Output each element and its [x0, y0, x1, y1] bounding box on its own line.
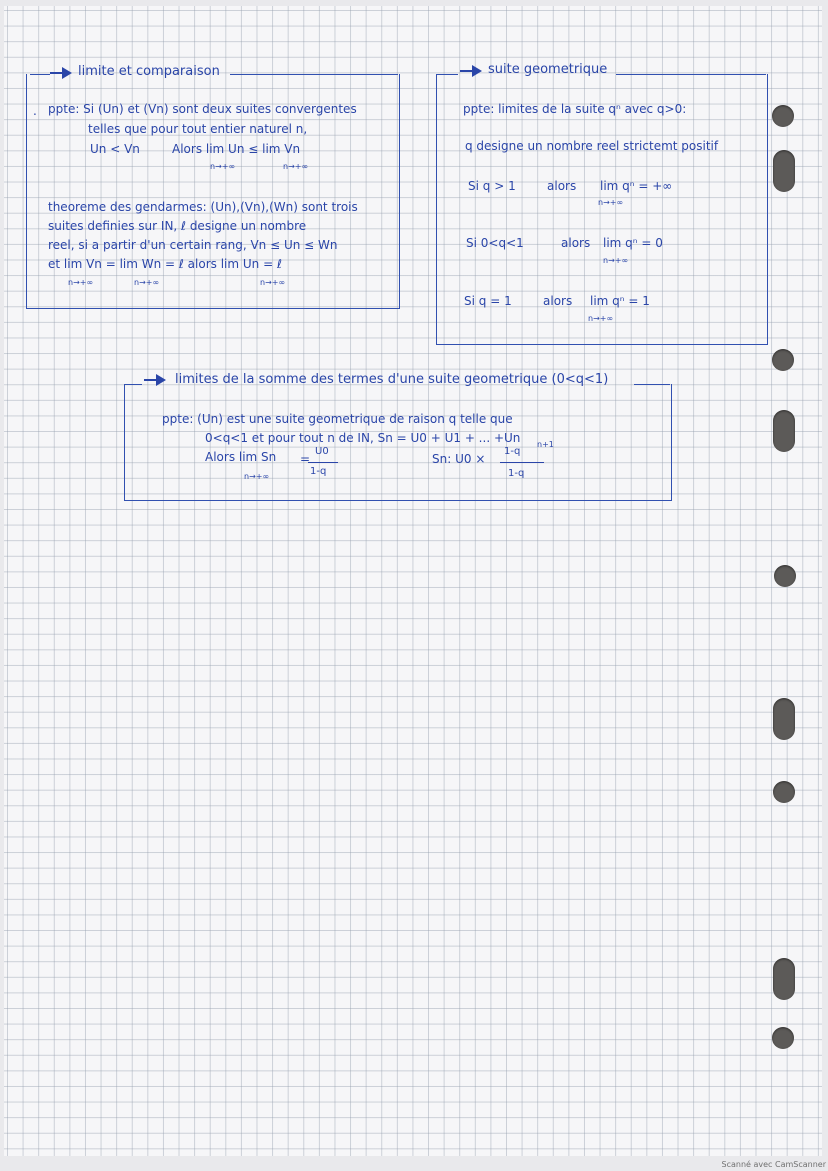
binder-slot: [773, 698, 795, 740]
box3-heading: limites de la somme des termes d'une suite geometrique (0<q<1): [175, 372, 609, 387]
box2-line2: q designe un nombre reel strictemt positif: [465, 139, 719, 153]
box1-tsub3: n→+∞: [260, 278, 286, 287]
box1-thm4: et lim Vn = lim Wn = ℓ alors lim Un = ℓ: [48, 257, 282, 271]
scanner-watermark: Scanné avec CamScanner: [721, 1160, 826, 1169]
binder-slot: [773, 958, 795, 1000]
box3-line1: ppte: (Un) est une suite geometrique de raison q telle que: [162, 412, 513, 426]
binder-hole: [772, 1027, 794, 1049]
box1-thm1: theoreme des gendarmes: (Un),(Vn),(Wn) sont trois: [48, 200, 358, 214]
box3-alors: Alors lim Sn: [205, 450, 277, 464]
box1-thm3: reel, si a partir d'un certain rang, Vn ≤ Un ≤ Wn: [48, 238, 338, 252]
box1-tsub2: n→+∞: [134, 278, 160, 287]
box1-line3b: Alors lim Un ≤ lim Vn: [172, 142, 301, 156]
box2-case1c: lim qⁿ = +∞: [600, 179, 673, 193]
box3-num1: U0: [315, 446, 329, 457]
box2-case3c: lim qⁿ = 1: [590, 294, 650, 308]
box1-line2: telles que pour tout entier naturel n,: [88, 122, 308, 136]
box2-case3b: alors: [543, 294, 573, 308]
box2-case2a: Si 0<q<1: [466, 236, 524, 250]
box3-line2: 0<q<1 et pour tout n de IN, Sn = U0 + U1 + ... +Un: [205, 431, 521, 445]
binder-hole: [772, 105, 794, 127]
box1-thm2: suites definies sur IN, ℓ designe un nombre: [48, 219, 307, 233]
box3-exp2: n+1: [537, 440, 554, 449]
box3-sub: n→+∞: [244, 472, 270, 481]
binder-hole: [772, 349, 794, 371]
box2-case2c: lim qⁿ = 0: [603, 236, 663, 250]
box2-sub3: n→+∞: [588, 314, 614, 323]
box2-sub2: n→+∞: [603, 256, 629, 265]
box2-line1: ppte: limites de la suite qⁿ avec q>0:: [463, 102, 687, 116]
box2-heading: suite geometrique: [488, 62, 608, 77]
binder-hole: [774, 565, 796, 587]
binder-slot: [773, 410, 795, 452]
fraction-bar: [500, 462, 544, 463]
box1-sub1: n→+∞: [210, 162, 236, 171]
binder-slot: [773, 150, 795, 192]
box2-sub1: n→+∞: [598, 198, 624, 207]
box3-sn: Sn: U0 ×: [432, 452, 486, 466]
bullet: .: [33, 104, 37, 118]
box1-line3a: Un < Vn: [90, 142, 140, 156]
box1-tsub1: n→+∞: [68, 278, 94, 287]
box3-den1: 1-q: [310, 466, 327, 477]
binder-hole: [773, 781, 795, 803]
box2-case2b: alors: [561, 236, 591, 250]
box2-case1a: Si q > 1: [468, 179, 516, 193]
box1-sub2: n→+∞: [283, 162, 309, 171]
box3-num2: 1-q: [504, 446, 521, 457]
box1-line1: ppte: Si (Un) et (Vn) sont deux suites convergentes: [48, 102, 357, 116]
box2-case3a: Si q = 1: [464, 294, 512, 308]
box3-eq: =: [300, 452, 311, 466]
box2-case1b: alors: [547, 179, 577, 193]
fraction-bar: [308, 462, 338, 463]
box1-heading: limite et comparaison: [78, 64, 220, 79]
box3-den2: 1-q: [508, 468, 525, 479]
